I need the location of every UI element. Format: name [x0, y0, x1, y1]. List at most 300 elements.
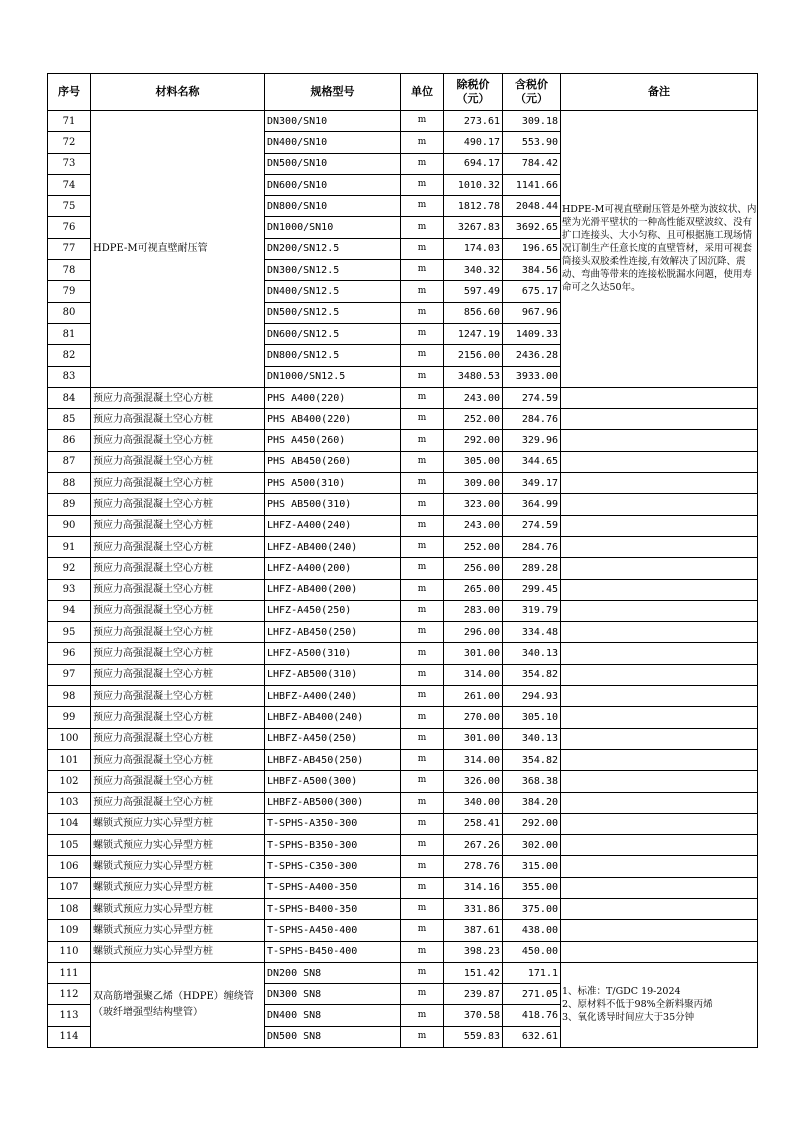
row-number: 97 — [48, 664, 91, 685]
unit: m — [401, 771, 444, 792]
price-ex-tax: 292.00 — [444, 430, 503, 451]
price-inc-tax: 294.93 — [503, 686, 561, 707]
price-ex-tax: 340.00 — [444, 792, 503, 813]
remark-note — [561, 877, 758, 898]
spec-model: DN400/SN10 — [265, 132, 401, 153]
price-inc-tax: 675.17 — [503, 281, 561, 302]
remark-note — [561, 387, 758, 408]
price-ex-tax: 3267.83 — [444, 217, 503, 238]
header-remark: 备注 — [561, 74, 758, 111]
price-ex-tax: 694.17 — [444, 153, 503, 174]
spec-model: DN200 SN8 — [265, 962, 401, 983]
unit: m — [401, 281, 444, 302]
material-name: 螺锁式预应力实心异型方桩 — [91, 835, 265, 856]
material-name: 预应力高强混凝土空心方桩 — [91, 643, 265, 664]
price-inc-tax: 438.00 — [503, 920, 561, 941]
price-ex-tax: 326.00 — [444, 771, 503, 792]
table-row — [48, 728, 758, 749]
table-row — [48, 941, 758, 962]
spec-model: T-SPHS-B350-300 — [265, 835, 401, 856]
row-number: 76 — [48, 217, 91, 238]
unit: m — [401, 260, 444, 281]
table-row — [48, 494, 758, 515]
table-row — [48, 707, 758, 728]
remark-line: 1、标准：T/GDC 19-2024 — [562, 986, 681, 998]
table-row — [48, 451, 758, 472]
table-row — [48, 771, 758, 792]
remark-line: 2、原材料不低于98%全新料聚丙烯 — [562, 999, 713, 1011]
price-inc-tax: 274.59 — [503, 515, 561, 536]
remark-line: 3、氧化诱导时间应大于35分钟 — [562, 1012, 695, 1024]
price-ex-tax: 1010.32 — [444, 174, 503, 195]
spec-model: DN800/SN10 — [265, 196, 401, 217]
remark-note — [561, 962, 758, 1047]
row-number: 92 — [48, 558, 91, 579]
price-ex-tax: 243.00 — [444, 515, 503, 536]
table-row — [48, 515, 758, 536]
header-price-ex-tax — [444, 74, 503, 111]
unit: m — [401, 920, 444, 941]
header-material-name: 材料名称 — [91, 74, 265, 111]
table-row — [48, 409, 758, 430]
material-name: 螺锁式预应力实心异型方桩 — [91, 941, 265, 962]
unit: m — [401, 600, 444, 621]
unit: m — [401, 409, 444, 430]
spec-model: DN1000/SN10 — [265, 217, 401, 238]
material-name: 预应力高强混凝土空心方桩 — [91, 771, 265, 792]
remark-note — [561, 536, 758, 557]
price-inc-tax: 334.48 — [503, 622, 561, 643]
row-number: 110 — [48, 941, 91, 962]
unit: m — [401, 643, 444, 664]
row-number: 91 — [48, 536, 91, 557]
header-price-inc-tax — [503, 74, 561, 111]
spec-model: T-SPHS-A400-350 — [265, 877, 401, 898]
row-number: 94 — [48, 600, 91, 621]
remark-note — [561, 792, 758, 813]
remark-note — [561, 835, 758, 856]
price-ex-tax: 398.23 — [444, 941, 503, 962]
price-inc-tax: 632.61 — [503, 1026, 561, 1047]
unit: m — [401, 345, 444, 366]
remark-note — [561, 749, 758, 770]
row-number: 80 — [48, 302, 91, 323]
unit: m — [401, 1026, 444, 1047]
price-inc-tax: 309.18 — [503, 111, 561, 132]
price-inc-tax: 354.82 — [503, 664, 561, 685]
price-table — [47, 73, 758, 1048]
remark-note — [561, 409, 758, 430]
price-ex-tax: 309.00 — [444, 473, 503, 494]
material-name: 预应力高强混凝土空心方桩 — [91, 409, 265, 430]
row-number: 79 — [48, 281, 91, 302]
price-inc-tax: 450.00 — [503, 941, 561, 962]
row-number: 108 — [48, 898, 91, 919]
price-inc-tax: 1409.33 — [503, 323, 561, 344]
material-name: 预应力高强混凝土空心方桩 — [91, 387, 265, 408]
unit: m — [401, 174, 444, 195]
price-inc-tax: 302.00 — [503, 835, 561, 856]
spec-model: T-SPHS-B400-350 — [265, 898, 401, 919]
row-number: 114 — [48, 1026, 91, 1047]
unit: m — [401, 217, 444, 238]
header-price-ex-tax-line1: 除税价 — [456, 78, 490, 91]
spec-model: LHBFZ-AB500(300) — [265, 792, 401, 813]
price-inc-tax: 271.05 — [503, 984, 561, 1005]
price-inc-tax: 384.20 — [503, 792, 561, 813]
row-number: 98 — [48, 686, 91, 707]
unit: m — [401, 302, 444, 323]
price-ex-tax: 856.60 — [444, 302, 503, 323]
header-row — [48, 74, 758, 111]
remark-note — [561, 771, 758, 792]
price-inc-tax: 967.96 — [503, 302, 561, 323]
spec-model: PHS AB450(260) — [265, 451, 401, 472]
remark-note — [561, 451, 758, 472]
price-ex-tax: 490.17 — [444, 132, 503, 153]
material-name: 预应力高强混凝土空心方桩 — [91, 515, 265, 536]
remark-note — [561, 579, 758, 600]
remark-note — [561, 813, 758, 834]
material-name: 双高筋增强聚乙烯（HDPE）缠绕管（玻纤增强型结构壁管） — [91, 962, 265, 1047]
unit: m — [401, 941, 444, 962]
table-row — [48, 622, 758, 643]
remark-note — [561, 430, 758, 451]
price-ex-tax: 314.16 — [444, 877, 503, 898]
price-ex-tax: 323.00 — [444, 494, 503, 515]
unit: m — [401, 877, 444, 898]
table-row — [48, 792, 758, 813]
row-number: 84 — [48, 387, 91, 408]
spec-model: LHFZ-A400(240) — [265, 515, 401, 536]
spec-model: DN400/SN12.5 — [265, 281, 401, 302]
table-row — [48, 813, 758, 834]
row-number: 95 — [48, 622, 91, 643]
price-ex-tax: 597.49 — [444, 281, 503, 302]
spec-model: LHFZ-AB450(250) — [265, 622, 401, 643]
table-row — [48, 962, 758, 983]
row-number: 100 — [48, 728, 91, 749]
spec-model: DN500/SN12.5 — [265, 302, 401, 323]
row-number: 83 — [48, 366, 91, 387]
material-name: 螺锁式预应力实心异型方桩 — [91, 920, 265, 941]
unit: m — [401, 728, 444, 749]
price-ex-tax: 267.26 — [444, 835, 503, 856]
table-row — [48, 877, 758, 898]
spec-model: DN500/SN10 — [265, 153, 401, 174]
material-name: 预应力高强混凝土空心方桩 — [91, 536, 265, 557]
row-number: 109 — [48, 920, 91, 941]
row-number: 71 — [48, 111, 91, 132]
unit: m — [401, 792, 444, 813]
row-number: 105 — [48, 835, 91, 856]
unit: m — [401, 451, 444, 472]
price-inc-tax: 340.13 — [503, 643, 561, 664]
spec-model: DN300/SN12.5 — [265, 260, 401, 281]
price-inc-tax: 349.17 — [503, 473, 561, 494]
table-row — [48, 898, 758, 919]
remark-note — [561, 494, 758, 515]
price-inc-tax: 329.96 — [503, 430, 561, 451]
material-name: 预应力高强混凝土空心方桩 — [91, 792, 265, 813]
spec-model: LHFZ-A500(310) — [265, 643, 401, 664]
material-name: 预应力高强混凝土空心方桩 — [91, 473, 265, 494]
spec-model: T-SPHS-C350-300 — [265, 856, 401, 877]
remark-note — [561, 643, 758, 664]
price-inc-tax: 292.00 — [503, 813, 561, 834]
unit: m — [401, 558, 444, 579]
spec-model: PHS A400(220) — [265, 387, 401, 408]
row-number: 90 — [48, 515, 91, 536]
spec-model: LHFZ-A400(200) — [265, 558, 401, 579]
material-name: 预应力高强混凝土空心方桩 — [91, 622, 265, 643]
header-price-inc-tax-line1: 含税价 — [515, 78, 548, 91]
remark-note — [561, 707, 758, 728]
table-row — [48, 536, 758, 557]
spec-model: DN200/SN12.5 — [265, 238, 401, 259]
spec-model: DN600/SN10 — [265, 174, 401, 195]
price-ex-tax: 256.00 — [444, 558, 503, 579]
price-ex-tax: 273.61 — [444, 111, 503, 132]
material-name: 螺锁式预应力实心异型方桩 — [91, 813, 265, 834]
remark-note — [561, 686, 758, 707]
row-number: 81 — [48, 323, 91, 344]
row-number: 99 — [48, 707, 91, 728]
spec-model: PHS A500(310) — [265, 473, 401, 494]
spec-model: T-SPHS-A450-400 — [265, 920, 401, 941]
price-inc-tax: 305.10 — [503, 707, 561, 728]
price-inc-tax: 354.82 — [503, 749, 561, 770]
price-inc-tax: 1141.66 — [503, 174, 561, 195]
price-ex-tax: 261.00 — [444, 686, 503, 707]
table-row — [48, 558, 758, 579]
material-name: 螺锁式预应力实心异型方桩 — [91, 856, 265, 877]
table-body — [48, 111, 758, 1048]
table-row — [48, 473, 758, 494]
price-ex-tax: 559.83 — [444, 1026, 503, 1047]
spec-model: DN1000/SN12.5 — [265, 366, 401, 387]
table-row — [48, 856, 758, 877]
price-ex-tax: 314.00 — [444, 664, 503, 685]
price-ex-tax: 174.03 — [444, 238, 503, 259]
price-ex-tax: 2156.00 — [444, 345, 503, 366]
spec-model: T-SPHS-A350-300 — [265, 813, 401, 834]
price-ex-tax: 1247.19 — [444, 323, 503, 344]
price-ex-tax: 314.00 — [444, 749, 503, 770]
table-row — [48, 835, 758, 856]
table-row — [48, 430, 758, 451]
unit: m — [401, 622, 444, 643]
unit: m — [401, 323, 444, 344]
unit: m — [401, 579, 444, 600]
unit: m — [401, 856, 444, 877]
spec-model: LHBFZ-AB400(240) — [265, 707, 401, 728]
price-ex-tax: 151.42 — [444, 962, 503, 983]
price-ex-tax: 258.41 — [444, 813, 503, 834]
price-inc-tax: 384.56 — [503, 260, 561, 281]
price-inc-tax: 344.65 — [503, 451, 561, 472]
price-inc-tax: 364.99 — [503, 494, 561, 515]
table-row — [48, 387, 758, 408]
row-number: 102 — [48, 771, 91, 792]
unit: m — [401, 132, 444, 153]
material-name: 预应力高强混凝土空心方桩 — [91, 494, 265, 515]
unit: m — [401, 664, 444, 685]
unit: m — [401, 153, 444, 174]
header-price-ex-tax-line2: （元） — [456, 92, 490, 105]
price-ex-tax: 270.00 — [444, 707, 503, 728]
row-number: 86 — [48, 430, 91, 451]
table-row — [48, 579, 758, 600]
row-number: 111 — [48, 962, 91, 983]
unit: m — [401, 686, 444, 707]
unit: m — [401, 473, 444, 494]
unit: m — [401, 835, 444, 856]
price-inc-tax: 355.00 — [503, 877, 561, 898]
unit: m — [401, 707, 444, 728]
table-row — [48, 664, 758, 685]
unit: m — [401, 1005, 444, 1026]
price-inc-tax: 315.00 — [503, 856, 561, 877]
spec-model: DN500 SN8 — [265, 1026, 401, 1047]
material-name: 预应力高强混凝土空心方桩 — [91, 686, 265, 707]
price-ex-tax: 252.00 — [444, 409, 503, 430]
row-number: 73 — [48, 153, 91, 174]
price-inc-tax: 319.79 — [503, 600, 561, 621]
spec-model: PHS AB400(220) — [265, 409, 401, 430]
remark-note — [561, 898, 758, 919]
price-inc-tax: 289.28 — [503, 558, 561, 579]
price-inc-tax: 3692.65 — [503, 217, 561, 238]
price-ex-tax: 239.87 — [444, 984, 503, 1005]
remark-note — [561, 558, 758, 579]
spec-model: LHFZ-A450(250) — [265, 600, 401, 621]
remark-note — [561, 920, 758, 941]
price-inc-tax: 274.59 — [503, 387, 561, 408]
material-name: 预应力高强混凝土空心方桩 — [91, 579, 265, 600]
remark-note — [561, 473, 758, 494]
price-inc-tax: 2048.44 — [503, 196, 561, 217]
header-price-inc-tax-line2: （元） — [515, 92, 548, 105]
table-row — [48, 643, 758, 664]
price-ex-tax: 252.00 — [444, 536, 503, 557]
unit: m — [401, 366, 444, 387]
row-number: 77 — [48, 238, 91, 259]
spec-model: LHBFZ-A400(240) — [265, 686, 401, 707]
spec-model: LHFZ-AB500(310) — [265, 664, 401, 685]
row-number: 96 — [48, 643, 91, 664]
price-ex-tax: 340.32 — [444, 260, 503, 281]
price-ex-tax: 243.00 — [444, 387, 503, 408]
unit: m — [401, 813, 444, 834]
material-name: 螺锁式预应力实心异型方桩 — [91, 898, 265, 919]
spec-model: PHS A450(260) — [265, 430, 401, 451]
remark-note — [561, 941, 758, 962]
header-no: 序号 — [48, 74, 91, 111]
price-inc-tax: 284.76 — [503, 409, 561, 430]
row-number: 72 — [48, 132, 91, 153]
price-inc-tax: 3933.00 — [503, 366, 561, 387]
price-ex-tax: 331.86 — [444, 898, 503, 919]
price-ex-tax: 301.00 — [444, 643, 503, 664]
row-number: 87 — [48, 451, 91, 472]
unit: m — [401, 749, 444, 770]
price-inc-tax: 2436.28 — [503, 345, 561, 366]
unit: m — [401, 898, 444, 919]
spec-model: LHBFZ-A500(300) — [265, 771, 401, 792]
unit: m — [401, 430, 444, 451]
spec-model: DN300/SN10 — [265, 111, 401, 132]
remark-note — [561, 515, 758, 536]
row-number: 93 — [48, 579, 91, 600]
row-number: 82 — [48, 345, 91, 366]
row-number: 104 — [48, 813, 91, 834]
row-number: 113 — [48, 1005, 91, 1026]
material-name: 预应力高强混凝土空心方桩 — [91, 749, 265, 770]
unit: m — [401, 387, 444, 408]
material-name: 螺锁式预应力实心异型方桩 — [91, 877, 265, 898]
unit: m — [401, 962, 444, 983]
material-name: HDPE-M可视直壁耐压管 — [91, 111, 265, 388]
unit: m — [401, 984, 444, 1005]
price-ex-tax: 387.61 — [444, 920, 503, 941]
price-inc-tax: 340.13 — [503, 728, 561, 749]
price-inc-tax: 553.90 — [503, 132, 561, 153]
price-ex-tax: 3480.53 — [444, 366, 503, 387]
table-row — [48, 686, 758, 707]
material-name: 预应力高强混凝土空心方桩 — [91, 451, 265, 472]
material-name: 预应力高强混凝土空心方桩 — [91, 430, 265, 451]
price-ex-tax: 278.76 — [444, 856, 503, 877]
row-number: 101 — [48, 749, 91, 770]
spec-model: LHFZ-AB400(240) — [265, 536, 401, 557]
material-name: 预应力高强混凝土空心方桩 — [91, 728, 265, 749]
remark-note — [561, 622, 758, 643]
price-inc-tax: 284.76 — [503, 536, 561, 557]
remark-note — [561, 664, 758, 685]
spec-model: PHS AB500(310) — [265, 494, 401, 515]
row-number: 112 — [48, 984, 91, 1005]
row-number: 103 — [48, 792, 91, 813]
spec-model: DN300 SN8 — [265, 984, 401, 1005]
price-ex-tax: 296.00 — [444, 622, 503, 643]
row-number: 106 — [48, 856, 91, 877]
price-ex-tax: 301.00 — [444, 728, 503, 749]
unit: m — [401, 494, 444, 515]
price-inc-tax: 171.1 — [503, 962, 561, 983]
header-spec: 规格型号 — [265, 74, 401, 111]
price-inc-tax: 418.76 — [503, 1005, 561, 1026]
spec-model: LHFZ-AB400(200) — [265, 579, 401, 600]
unit: m — [401, 515, 444, 536]
spec-model: LHBFZ-AB450(250) — [265, 749, 401, 770]
price-ex-tax: 370.58 — [444, 1005, 503, 1026]
spec-model: LHBFZ-A450(250) — [265, 728, 401, 749]
row-number: 85 — [48, 409, 91, 430]
remark-note: HDPE-M可视直壁耐压管是外壁为波纹状、内壁为光滑平壁状的一种高性能双壁波纹、没有扩口连接头、大小匀称、且可根据施工现场情况订制生产任意长度的直壁管材，采用可视套筒接头双胶柔性连接,有效解决了因沉降、震动、弯曲等带来的连接松脱漏水问题，使用寿命可之久达50年。 — [561, 111, 758, 388]
price-ex-tax: 305.00 — [444, 451, 503, 472]
row-number: 88 — [48, 473, 91, 494]
price-inc-tax: 299.45 — [503, 579, 561, 600]
remark-note — [561, 856, 758, 877]
row-number: 74 — [48, 174, 91, 195]
spec-model: DN600/SN12.5 — [265, 323, 401, 344]
header-unit: 单位 — [401, 74, 444, 111]
table-row — [48, 920, 758, 941]
row-number: 78 — [48, 260, 91, 281]
spec-model: DN800/SN12.5 — [265, 345, 401, 366]
remark-note — [561, 728, 758, 749]
